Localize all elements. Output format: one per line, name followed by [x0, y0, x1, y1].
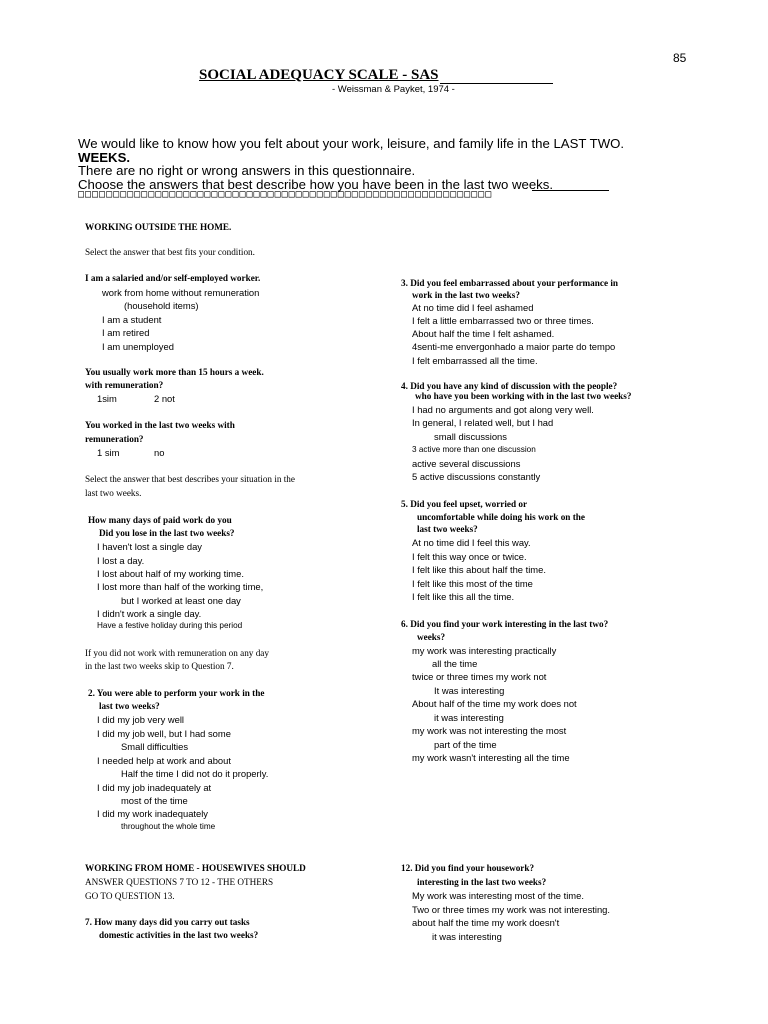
q1-option: I lost more than half of the working time, — [97, 581, 264, 592]
q6-option: About half of the time my work does not — [412, 698, 577, 709]
q12-option: about half the time my work doesn't — [412, 917, 560, 928]
q2-option: Half the time I did not do it properly. — [121, 768, 269, 779]
title-underline — [440, 83, 553, 84]
q2-option: I did my work inadequately — [97, 808, 208, 819]
q6-option: twice or three times my work not — [412, 671, 547, 682]
q2-option: I needed help at work and about — [97, 755, 231, 766]
q5-option: At no time did I feel this way. — [412, 537, 531, 548]
status-option: I am retired — [102, 327, 150, 338]
page-number: 85 — [673, 51, 687, 65]
skip-line-2: in the last two weeks skip to Question 7. — [85, 661, 234, 671]
q1-option: I haven't lost a single day — [97, 541, 202, 552]
q3-option: About half the time I felt ashamed. — [412, 328, 555, 339]
intro-line-2: WEEKS. — [78, 150, 131, 165]
q4-option: 3 active more than one discussion — [412, 445, 536, 454]
intro-line-1: We would like to know how you felt about your work, leisure, and family life in the LAST TWO. — [78, 136, 625, 151]
intro-underline — [532, 190, 609, 191]
hours-question-line-2: with remuneration? — [85, 380, 164, 390]
q1-option: I didn't work a single day. — [97, 608, 202, 619]
q3-option: I felt a little embarrassed two or three times. — [412, 315, 594, 326]
q4-option: active several discussions — [412, 458, 521, 469]
q2-option: throughout the whole time — [121, 822, 216, 831]
status-option: I am unemployed — [102, 341, 174, 352]
q12-line-2: interesting in the last two weeks? — [417, 877, 547, 887]
q2-line-1: 2. You were able to perform your work in the — [88, 688, 265, 698]
q2-option: I did my job well, but I had some — [97, 728, 231, 739]
status-option: work from home without remuneration — [102, 287, 260, 298]
worked-option-yes: 1 sim — [97, 447, 120, 458]
q4-option: In general, I related well, but I had — [412, 417, 554, 428]
q1-option: I lost a day. — [97, 555, 145, 566]
q5-option: I felt this way once or twice. — [412, 551, 527, 562]
status-option: I am a student — [102, 314, 162, 325]
instruction-2-line-2: last two weeks. — [85, 488, 142, 498]
intro-checkbox-row: □□□□□□□□□□□□□□□□□□□□□□□□□□□□□□□□□□□□□□□□□□□□□□□□□□□□□□□□□□□ — [78, 189, 493, 200]
q7-line-1: 7. How many days did you carry out tasks — [85, 917, 250, 927]
q1-option: but I worked at least one day — [121, 595, 241, 606]
hours-option-yes: 1sim — [97, 393, 117, 404]
q5-option: I felt like this all the time. — [412, 591, 515, 602]
q2-option: Small difficulties — [121, 741, 189, 752]
q3-option: At no time did I feel ashamed — [412, 302, 534, 313]
q2-option: most of the time — [121, 795, 188, 806]
home-instruction-line-2: ANSWER QUESTIONS 7 TO 12 - THE OTHERS — [85, 877, 274, 887]
q5-line-2: uncomfortable while doing his work on the — [417, 512, 585, 522]
intro-line-3: There are no right or wrong answers in this questionnaire. — [78, 163, 416, 178]
q2-line-2: last two weeks? — [99, 701, 160, 711]
q6-line-1: 6. Did you find your work interesting in the last two? — [401, 619, 609, 629]
q4-option: small discussions — [434, 431, 507, 442]
q6-option: all the time — [432, 658, 478, 669]
q1-option: I lost about half of my working time. — [97, 568, 244, 579]
hours-option-no: 2 not — [154, 393, 175, 404]
q7-line-2: domestic activities in the last two weeks? — [99, 930, 259, 940]
q5-line-3: last two weeks? — [417, 524, 478, 534]
instruction-2-line-1: Select the answer that best describes your situation in the — [85, 474, 295, 484]
q3-line-2: work in the last two weeks? — [412, 290, 520, 300]
hours-question-line-1: You usually work more than 15 hours a week. — [85, 367, 264, 377]
q6-option: part of the time — [434, 739, 497, 750]
status-option: (household items) — [124, 300, 199, 311]
q4-option: I had no arguments and got along very well. — [412, 404, 594, 415]
q1-holiday-option: Have a festive holiday during this period — [97, 621, 243, 630]
section-title-from-home: WORKING FROM HOME - HOUSEWIVES SHOULD — [85, 863, 306, 873]
instruction-1: Select the answer that best fits your condition. — [85, 247, 255, 257]
q12-option: My work was interesting most of the time. — [412, 890, 584, 901]
q4-option: 5 active discussions constantly — [412, 471, 541, 482]
q6-option: it was interesting — [434, 712, 504, 723]
q12-option: it was interesting — [432, 931, 502, 942]
section-title-outside-home: WORKING OUTSIDE THE HOME. — [85, 222, 232, 232]
q12-option: Two or three times my work was not interesting. — [412, 904, 610, 915]
intro-line-4: Choose the answers that best describe how you have been in the last two weeks. — [78, 177, 554, 192]
q2-option: I did my job very well — [97, 714, 185, 725]
worked-option-no: no — [154, 447, 165, 458]
q5-line-1: 5. Did you feel upset, worried or — [401, 499, 528, 509]
q5-option: I felt like this most of the time — [412, 578, 533, 589]
home-instruction-line-3: GO TO QUESTION 13. — [85, 891, 175, 901]
page-subtitle: - Weissman & Payket, 1974 - — [332, 84, 455, 95]
q1-line-1: How many days of paid work do you — [88, 515, 232, 525]
skip-line-1: If you did not work with remuneration on any day — [85, 648, 269, 658]
q1-line-2: Did you lose in the last two weeks? — [99, 528, 235, 538]
q12-line-1: 12. Did you find your housework? — [401, 863, 535, 873]
q6-option: my work was not interesting the most — [412, 725, 567, 736]
q3-option: 4senti-me envergonhado a maior parte do tempo — [412, 341, 616, 352]
q6-option: my work was interesting practically — [412, 645, 557, 656]
q4-line-2: who have you been working with in the last two weeks? — [415, 391, 632, 401]
worked-question-line-2: remuneration? — [85, 434, 144, 444]
q4-line-1: 4. Did you have any kind of discussion with the people? — [401, 381, 618, 391]
q3-line-1: 3. Did you feel embarrassed about your performance in — [401, 278, 618, 288]
worked-question-line-1: You worked in the last two weeks with — [85, 420, 235, 430]
status-question: I am a salaried and/or self-employed worker. — [85, 273, 261, 283]
q6-option: It was interesting — [434, 685, 505, 696]
q6-line-2: weeks? — [417, 632, 446, 642]
page-title: SOCIAL ADEQUACY SCALE - SAS — [199, 67, 439, 83]
q3-option: I felt embarrassed all the time. — [412, 355, 538, 366]
q6-option: my work wasn't interesting all the time — [412, 752, 570, 763]
q5-option: I felt like this about half the time. — [412, 564, 546, 575]
q2-option: I did my job inadequately at — [97, 782, 212, 793]
